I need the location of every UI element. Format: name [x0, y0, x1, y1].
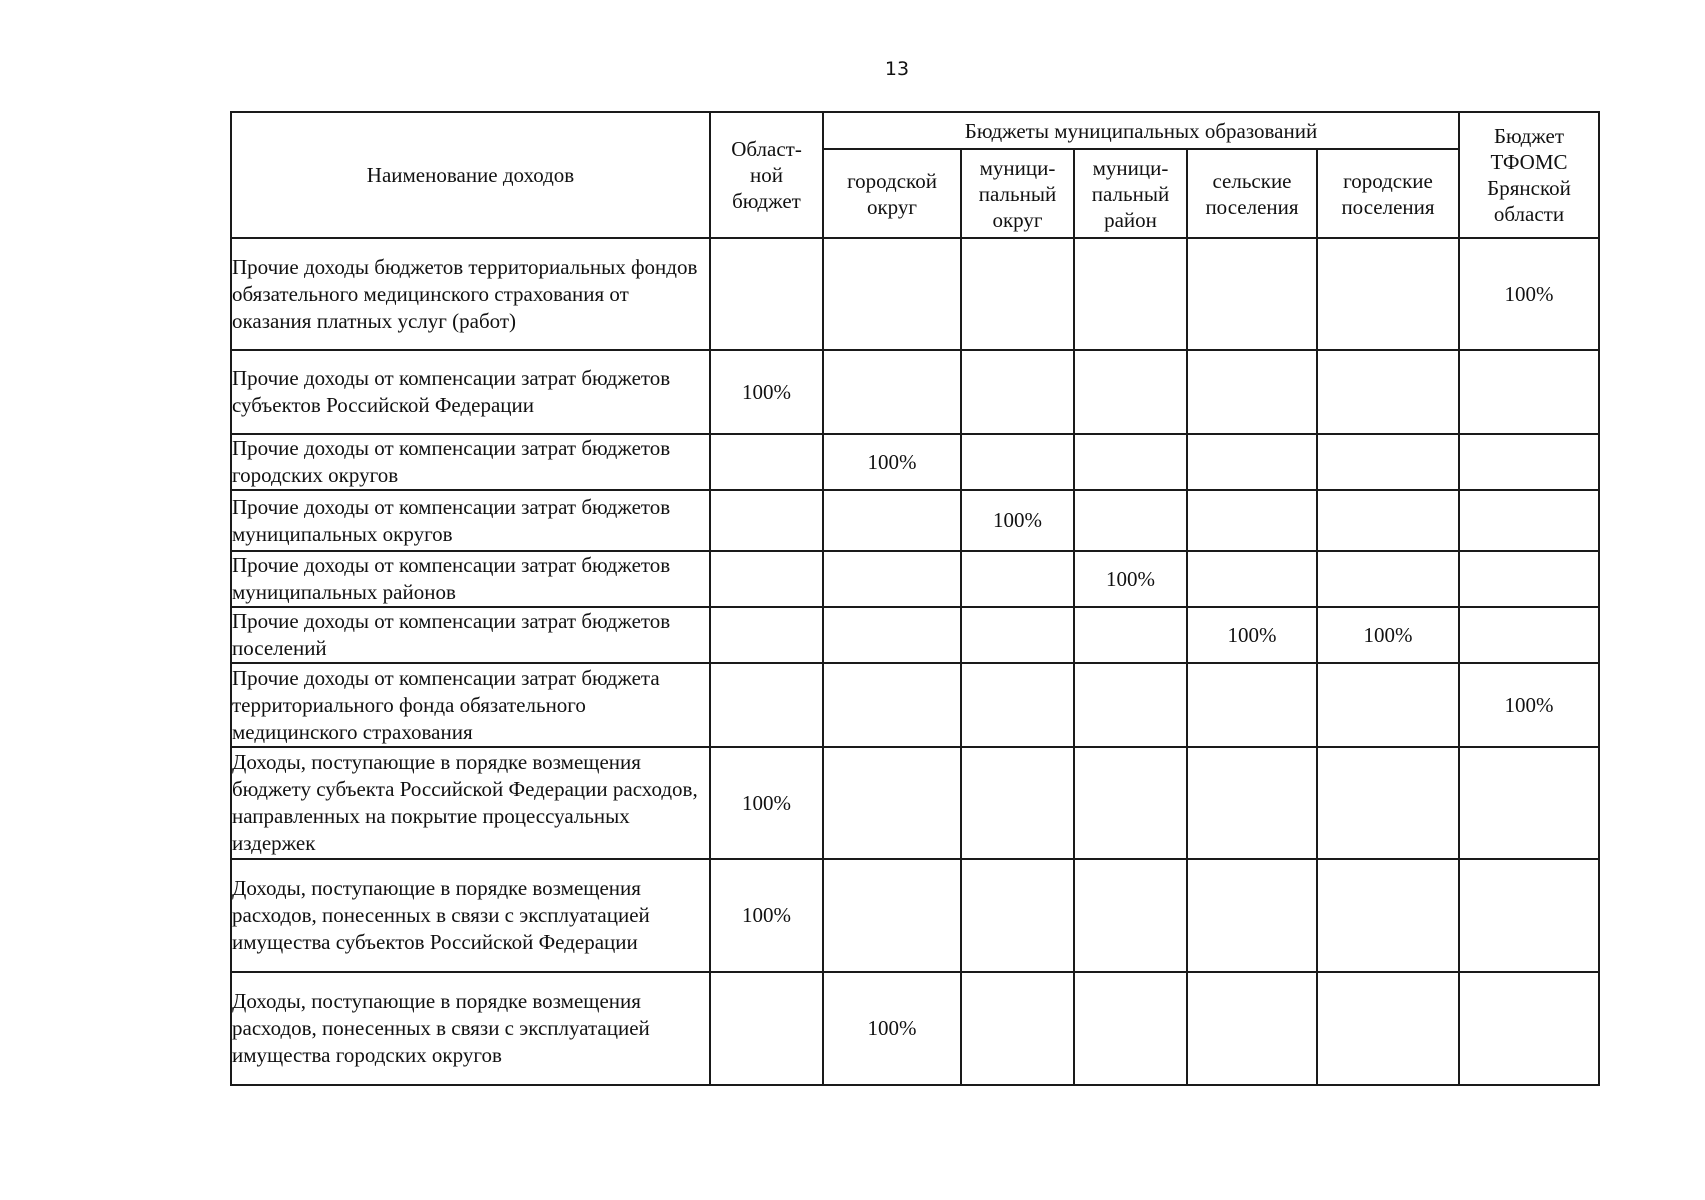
share-cell-regional: 100% [710, 747, 823, 859]
share-cell-municipal-raion [1074, 434, 1187, 490]
share-cell-tfoms [1459, 972, 1599, 1085]
table-row [231, 490, 1599, 551]
income-name-cell: Доходы, поступающие в порядке возмещения расходов, понесенных в связи с эксплуатацией имущества субъектов Российской Федерации [231, 859, 710, 972]
share-cell-city-district [823, 607, 961, 663]
share-cell-municipal-raion [1074, 238, 1187, 350]
share-cell-city-district: 100% [823, 972, 961, 1085]
share-cell-urban-settlements [1317, 350, 1459, 434]
share-cell-municipal-raion [1074, 859, 1187, 972]
share-cell-rural-settlements [1187, 434, 1317, 490]
share-cell-tfoms: 100% [1459, 663, 1599, 747]
header-urban-settlements: городские поселения [1317, 149, 1459, 238]
share-cell-regional [710, 972, 823, 1085]
share-cell-rural-settlements [1187, 859, 1317, 972]
share-cell-municipal-okrug [961, 434, 1074, 490]
header-city-district: городской округ [823, 149, 961, 238]
share-cell-rural-settlements [1187, 972, 1317, 1085]
share-cell-tfoms [1459, 607, 1599, 663]
share-cell-city-district [823, 350, 961, 434]
income-name-cell: Прочие доходы от компенсации затрат бюджетов муниципальных округов [231, 490, 710, 551]
share-cell-regional [710, 551, 823, 607]
header-tfoms-budget: Бюджет ТФОМС Брянской области [1459, 112, 1599, 238]
share-cell-urban-settlements [1317, 434, 1459, 490]
share-cell-tfoms [1459, 350, 1599, 434]
share-cell-tfoms: 100% [1459, 238, 1599, 350]
share-cell-urban-settlements [1317, 747, 1459, 859]
share-cell-city-district [823, 663, 961, 747]
income-name-cell: Прочие доходы от компенсации затрат бюджетов поселений [231, 607, 710, 663]
share-cell-municipal-raion [1074, 607, 1187, 663]
income-name-cell: Прочие доходы от компенсации затрат бюджетов городских округов [231, 434, 710, 490]
table-row [231, 972, 1599, 1085]
share-cell-urban-settlements [1317, 972, 1459, 1085]
share-cell-rural-settlements [1187, 238, 1317, 350]
share-cell-urban-settlements [1317, 663, 1459, 747]
share-cell-tfoms [1459, 747, 1599, 859]
share-cell-tfoms [1459, 551, 1599, 607]
share-cell-tfoms [1459, 490, 1599, 551]
table-row [231, 747, 1599, 859]
header-regional-budget: Област- ной бюджет [710, 112, 823, 238]
share-cell-municipal-okrug [961, 607, 1074, 663]
header-municipal-okrug: муници- пальный округ [961, 149, 1074, 238]
income-name-cell: Доходы, поступающие в порядке возмещения бюджету субъекта Российской Федерации расходов, направленных на покрытие процессуальных издержек [231, 747, 710, 859]
share-cell-city-district [823, 859, 961, 972]
income-name-cell: Прочие доходы бюджетов территориальных фондов обязательного медицинского страхования от оказания платных услуг (работ) [231, 238, 710, 350]
share-cell-rural-settlements: 100% [1187, 607, 1317, 663]
share-cell-municipal-okrug [961, 551, 1074, 607]
page-number: 13 [884, 58, 910, 80]
share-cell-rural-settlements [1187, 663, 1317, 747]
share-cell-regional: 100% [710, 859, 823, 972]
share-cell-municipal-raion: 100% [1074, 551, 1187, 607]
share-cell-municipal-okrug [961, 747, 1074, 859]
income-name-cell: Прочие доходы от компенсации затрат бюджета территориального фонда обязательного медицинского страхования [231, 663, 710, 747]
table-row [231, 551, 1599, 607]
header-municipal-budgets: Бюджеты муниципальных образований [823, 112, 1459, 149]
share-cell-municipal-okrug [961, 972, 1074, 1085]
share-cell-municipal-raion [1074, 972, 1187, 1085]
share-cell-urban-settlements: 100% [1317, 607, 1459, 663]
table-row [231, 607, 1599, 663]
share-cell-urban-settlements [1317, 490, 1459, 551]
table-header [231, 112, 1599, 238]
share-cell-regional: 100% [710, 350, 823, 434]
share-cell-municipal-okrug: 100% [961, 490, 1074, 551]
share-cell-city-district [823, 238, 961, 350]
share-cell-rural-settlements [1187, 551, 1317, 607]
share-cell-regional [710, 663, 823, 747]
share-cell-urban-settlements [1317, 238, 1459, 350]
header-rural-settlements: сельские поселения [1187, 149, 1317, 238]
income-name-cell: Прочие доходы от компенсации затрат бюджетов субъектов Российской Федерации [231, 350, 710, 434]
header-income-name: Наименование доходов [231, 112, 710, 238]
share-cell-rural-settlements [1187, 490, 1317, 551]
table-row [231, 238, 1599, 350]
table-row [231, 434, 1599, 490]
share-cell-municipal-okrug [961, 238, 1074, 350]
table-row [231, 859, 1599, 972]
income-name-cell: Доходы, поступающие в порядке возмещения расходов, понесенных в связи с эксплуатацией имущества городских округов [231, 972, 710, 1085]
share-cell-city-district [823, 551, 961, 607]
share-cell-municipal-raion [1074, 747, 1187, 859]
income-name-cell: Прочие доходы от компенсации затрат бюджетов муниципальных районов [231, 551, 710, 607]
share-cell-municipal-raion [1074, 350, 1187, 434]
share-cell-city-district: 100% [823, 434, 961, 490]
share-cell-municipal-raion [1074, 663, 1187, 747]
share-cell-regional [710, 238, 823, 350]
table-body [231, 238, 1599, 1085]
table-row [231, 350, 1599, 434]
share-cell-city-district [823, 747, 961, 859]
share-cell-tfoms [1459, 434, 1599, 490]
header-municipal-raion: муници- пальный район [1074, 149, 1187, 238]
share-cell-regional [710, 490, 823, 551]
share-cell-municipal-raion [1074, 490, 1187, 551]
share-cell-urban-settlements [1317, 859, 1459, 972]
share-cell-municipal-okrug [961, 859, 1074, 972]
share-cell-municipal-okrug [961, 663, 1074, 747]
share-cell-urban-settlements [1317, 551, 1459, 607]
share-cell-rural-settlements [1187, 747, 1317, 859]
share-cell-city-district [823, 490, 961, 551]
table-row [231, 663, 1599, 747]
share-cell-tfoms [1459, 859, 1599, 972]
share-cell-regional [710, 607, 823, 663]
revenue-distribution-table [230, 111, 1600, 1086]
share-cell-municipal-okrug [961, 350, 1074, 434]
share-cell-regional [710, 434, 823, 490]
share-cell-rural-settlements [1187, 350, 1317, 434]
